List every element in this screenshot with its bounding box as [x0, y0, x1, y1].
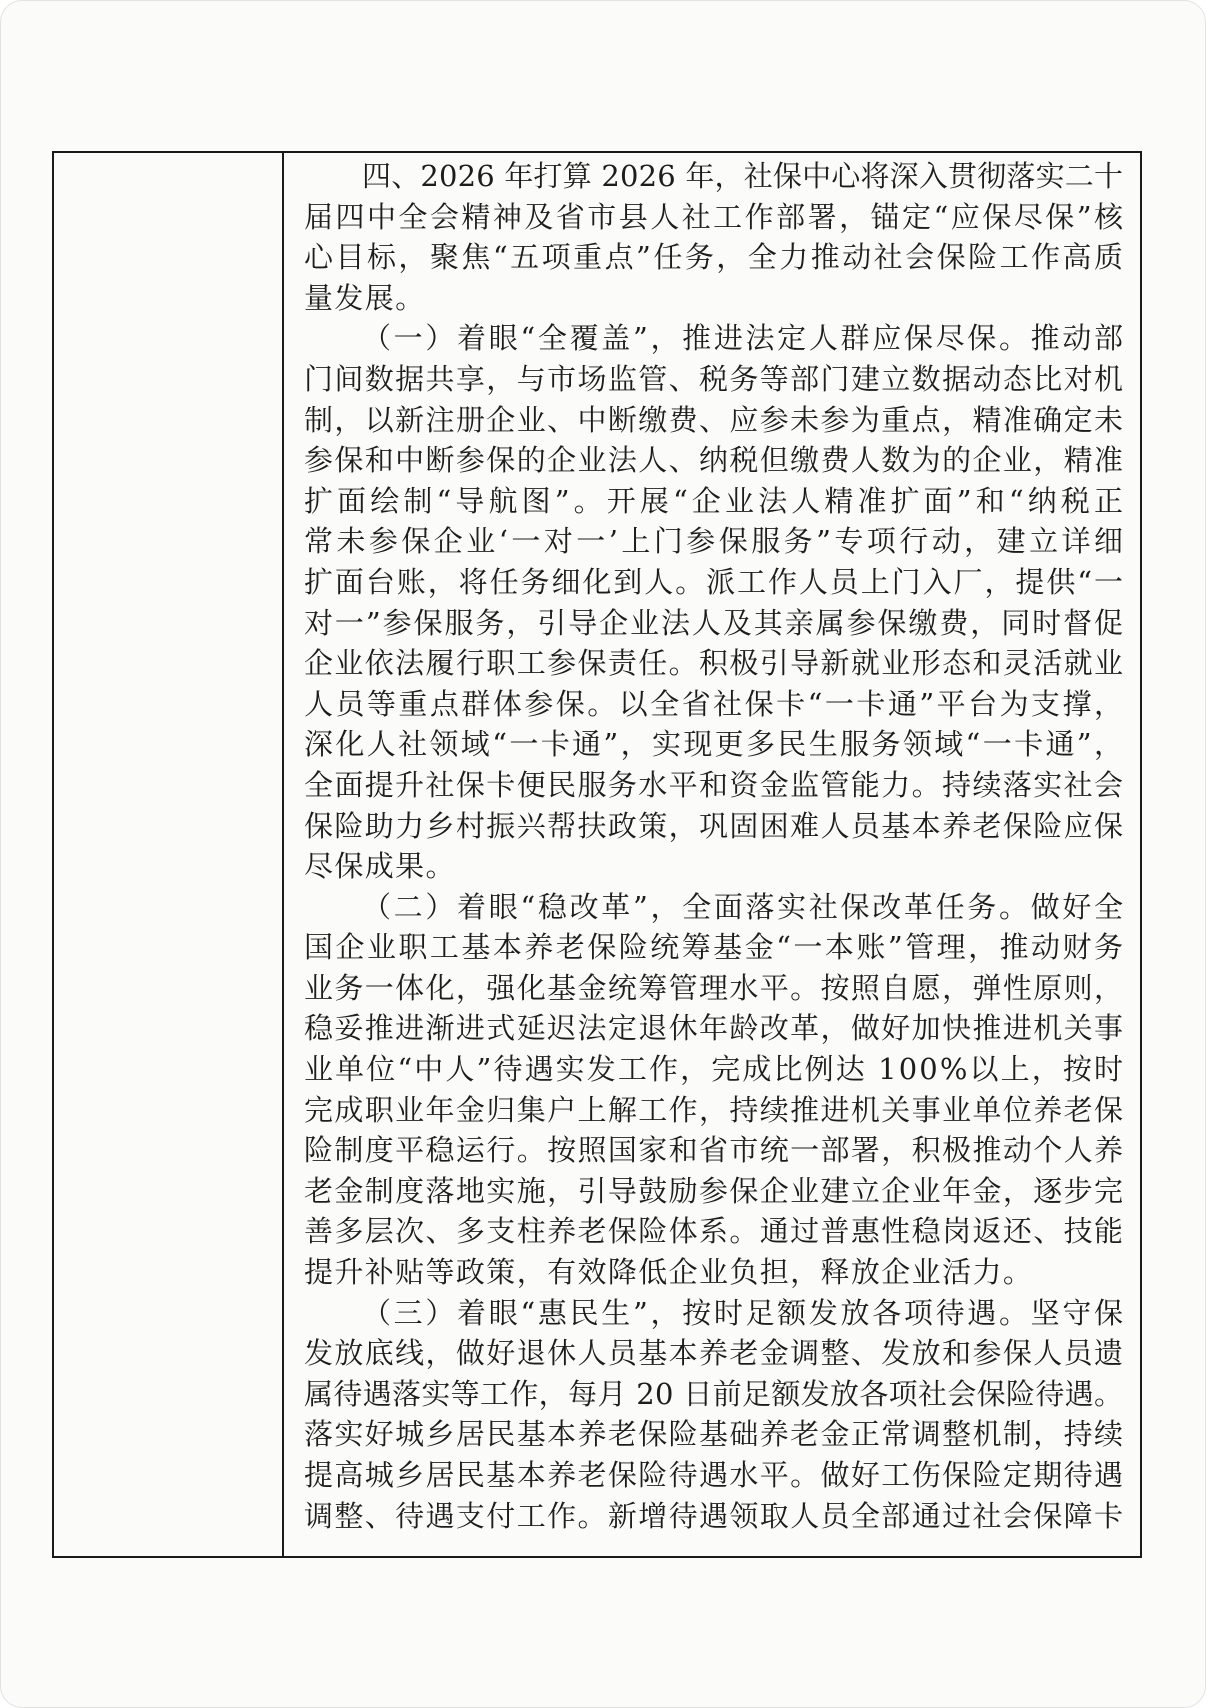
text-line: 提高城乡居民基本养老保险待遇水平。做好工伤保险定期待遇 [304, 1458, 1125, 1492]
text-line: 国企业职工基本养老保险统筹基金“一本账”管理，推动财务 [304, 930, 1126, 965]
form-table [52, 151, 1142, 1558]
text-line: 调整、待遇支付工作。新增待遇领取人员全部通过社会保障卡 [304, 1498, 1125, 1533]
text-line: 常未参保企业‘一对一’上门参保服务”专项行动，建立详细 [304, 524, 1127, 559]
text-line: 善多层次、多支柱养老保险体系。通过普惠性稳岗返还、技能 [304, 1214, 1125, 1249]
text-line: 业单位“中人”待遇实发工作，完成比例达 100%以上，按时 [304, 1052, 1126, 1087]
text-line: 保险助力乡村振兴帮扶政策，巩固困难人员基本养老保险应保 [304, 808, 1125, 843]
text-line: 门间数据共享，与市场监管、税务等部门建立数据动态比对机 [304, 361, 1125, 396]
text-line: （三）着眼“惠民生”，按时足额发放各项待遇。坚守保 [362, 1295, 1126, 1330]
text-line: 企业依法履行职工参保责任。积极引导新就业形态和灵活就业 [304, 646, 1125, 681]
text-line: 业务一体化，强化基金统筹管理水平。按照自愿，弹性原则， [304, 970, 1125, 1005]
text-line: 提升补贴等政策，有效降低企业负担，释放企业活力。 [304, 1255, 1034, 1290]
text-line: 落实好城乡居民基本养老保险基础养老金正常调整机制，持续 [304, 1417, 1125, 1452]
text-line: 深化人社领域“一卡通”，实现更多民生服务领域“一卡通”， [304, 727, 1126, 762]
paragraph-item-two-stable-reform [304, 887, 1126, 1293]
text-line: 稳妥推进渐进式延迟法定退休年龄改革，做好加快推进机关事 [304, 1011, 1125, 1046]
paragraph-item-three-benefit-livelihood [304, 1293, 1126, 1537]
content-column-cell [282, 153, 1140, 1556]
text-line: 四、2026 年打算 2026 年，社保中心将深入贯彻落实二十 [362, 159, 1124, 193]
text-line: 发放底线，做好退休人员基本养老金调整、发放和参保人员遗 [304, 1336, 1125, 1371]
text-line: 险制度平稳运行。按照国家和省市统一部署，积极推动个人养 [304, 1133, 1125, 1168]
text-line: 扩面绘制“导航图”。开展“企业法人精准扩面”和“纳税正 [304, 483, 1128, 518]
text-line: 制，以新注册企业、中断缴费、应参未参为重点，精准确定未 [304, 402, 1125, 437]
text-line: 尽保成果。 [304, 849, 456, 884]
text-line: 老金制度落地实施，引导鼓励参保企业建立企业年金，逐步完 [304, 1173, 1125, 1208]
label-column-cell [54, 153, 282, 1556]
text-line: 心目标，聚焦“五项重点”任务，全力推动社会保险工作高质 [304, 240, 1126, 275]
text-line: 参保和中断参保的企业法人、纳税但缴费人数为的企业，精准 [304, 443, 1125, 478]
text-line: （一）着眼“全覆盖”，推进法定人群应保尽保。推动部 [362, 321, 1126, 356]
text-line: 完成职业年金归集户上解工作，持续推进机关事业单位养老保 [304, 1092, 1125, 1127]
text-line: （二）着眼“稳改革”，全面落实社保改革任务。做好全 [362, 889, 1126, 924]
text-line: 人员等重点群体参保。以全省社保卡“一卡通”平台为支撑， [304, 686, 1126, 721]
paragraph-section-four-plan-2026 [304, 156, 1126, 318]
text-line: 扩面台账，将任务细化到人。派工作人员上门入厂，提供“一 [304, 564, 1125, 599]
paragraph-item-one-full-coverage [304, 318, 1128, 886]
text-line: 对一”参保服务，引导企业法人及其亲属参保缴费，同时督促 [304, 605, 1125, 640]
text-line: 属待遇落实等工作，每月 20 日前足额发放各项社会保险待遇。 [304, 1376, 1124, 1411]
text-line: 量发展。 [304, 280, 426, 315]
text-line: 届四中全会精神及省市县人社工作部署，锚定“应保尽保”核 [304, 199, 1126, 234]
text-line: 全面提升社保卡便民服务水平和资金监管能力。持续落实社会 [304, 767, 1125, 802]
